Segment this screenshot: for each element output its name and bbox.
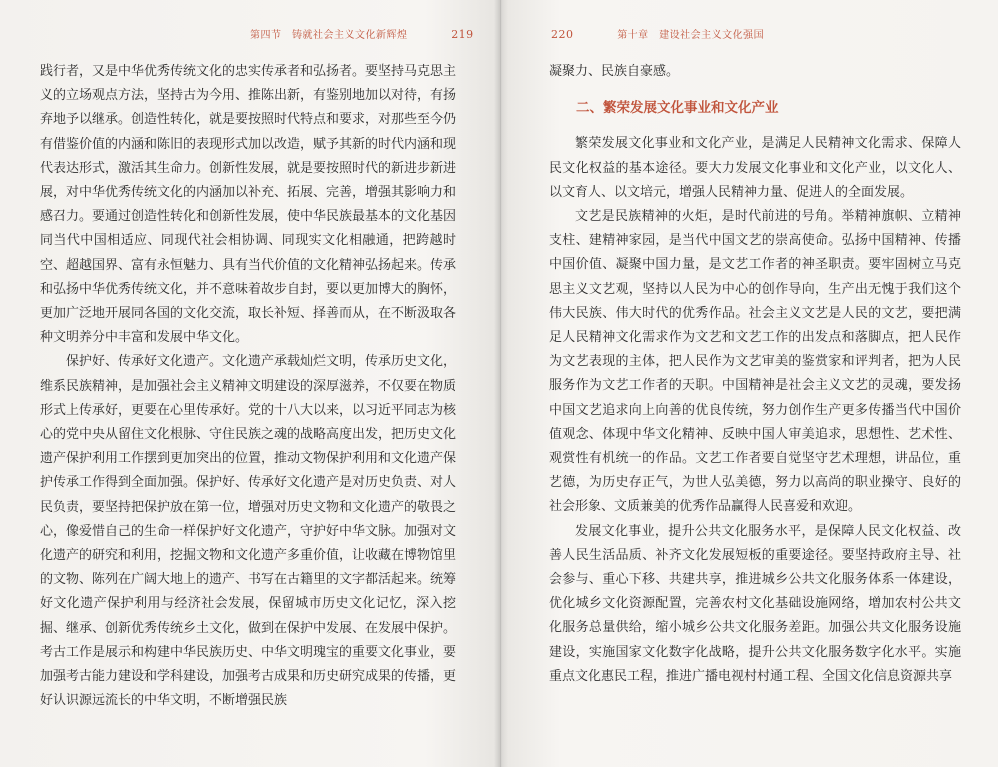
left-page-body	[40, 60, 456, 713]
right-page	[501, 0, 998, 767]
section-heading: 二、繁荣发展文化事业和文化产业	[576, 100, 779, 117]
right-running-head	[551, 26, 764, 41]
right-lead-paragraph: 凝聚力、民族自豪感。	[549, 64, 680, 79]
right-header-section: 第十章 建设社会主义文化强国	[617, 30, 765, 41]
right-paragraph-2: 文艺是民族精神的火炬，是时代前进的号角。举精神旗帜、立精神支柱、建精神家园，是当代中国文艺的崇高使命。弘扬中国精神、传播中国价值、凝聚中国力量，是文艺工作者的神圣职责。要牢固树立马克思主义文艺观，坚持以人民为中心的创作导向，生产出无愧于我们这个伟大民族、伟大时代的优秀作品。社会主义文艺是人民的文艺，要把满足人民精神文化需求作为文艺和文艺工作的出发点和落脚点，把人民作为文艺表现的主体，把人民作为文艺审美的鉴赏家和评判者，把为人民服务作为文艺工作者的天职。中国精神是社会主义文艺的灵魂，要发扬中国文艺追求向上向善的优良传统，努力创作生产更多传播当代中国价值观念、体现中华文化精神、反映中国人审美追求，思想性、艺术性、观赏性有机统一的作品。文艺工作者要自觉坚守艺术理想，讲品位，重艺德，为历史存正气，为世人弘美德，努力以高尚的职业操守、良好的社会形象、文质兼美的优秀作品赢得人民喜爱和欢迎。	[549, 209, 961, 515]
right-page-body	[549, 60, 961, 689]
left-header-section: 第四节 铸就社会主义文化新辉煌	[250, 30, 408, 41]
left-paragraph-1: 践行者，又是中华优秀传统文化的忠实传承者和弘扬者。要坚持马克思主义的立场观点方法，坚持古为今用、推陈出新，有鉴别地加以对待，有扬弃地予以继承。创造性转化，就是要按照时代特点和要求，对那些至今仍有借鉴价值的内涵和陈旧的表现形式加以改造，赋予其新的时代内涵和现代表达形式，激活其生命力。创新性发展，就是要按照时代的新进步新进展，对中华优秀传统文化的内涵加以补充、拓展、完善，增强其影响力和感召力。要通过创造性转化和创新性发展，使中华民族最基本的文化基因同当代中国相适应、同现代社会相协调、同现实文化相融通，把跨越时空、超越国界、富有永恒魅力、具有当代价值的文化精神弘扬起来。传承和弘扬中华优秀传统文化，并不意味着故步自封，要以更加博大的胸怀，更加广泛地开展同各国的文化交流，取长补短、择善而从，在不断汲取各种文明养分中丰富和发展中华文化。	[40, 64, 457, 346]
right-paragraph-1: 繁荣发展文化事业和文化产业，是满足人民精神文化需求、保障人民文化权益的基本途径。要大力发展文化事业和文化产业，以文化人、以文育人、以文培元，增强人民精神力量、促进人的全面发展。	[549, 136, 961, 200]
left-page-number: 219	[451, 28, 474, 41]
right-page-number: 220	[551, 28, 574, 41]
left-paragraph-2: 保护好、传承好文化遗产。文化遗产承载灿烂文明，传承历史文化，维系民族精神，是加强社会主义精神文明建设的深厚滋养，不仅要在物质形式上传承好，更要在心里传承好。党的十八大以来，以习近平同志为核心的党中央从留住文化根脉、守住民族之魂的战略高度出发，把历史文化遗产保护利用工作摆到更加突出的位置，推动文物保护利用和文化遗产保护传承工作得到全面加强。保护好、传承好文化遗产是对历史负责、对人民负责，要坚持把保护放在第一位，增强对历史文物和文化遗产的敬畏之心，像爱惜自己的生命一样保护好文化遗产，守护好中华文脉。加强对文化遗产的研究和利用，挖掘文物和文化遗产多重价值，让收藏在博物馆里的文物、陈列在广阔大地上的遗产、书写在古籍里的文字都活起来。统筹好文化遗产保护利用与经济社会发展，保留城市历史文化记忆，深入挖掘、继承、创新优秀传统乡土文化，做到在保护中发展、在发展中保护。考古工作是展示和构建中华民族历史、中华文明瑰宝的重要文化事业，要加强考古能力建设和学科建设，加强考古成果和历史研究成果的传播，更好认识源远流长的中华文明，不断增强民族	[40, 354, 457, 709]
right-paragraph-3: 发展文化事业，提升公共文化服务水平，是保障人民文化权益、改善人民生活品质、补齐文化发展短板的重要途径。要坚持政府主导、社会参与、重心下移、共建共享，推进城乡公共文化服务体系一体建设，优化城乡文化资源配置，完善农村文化基础设施网络，增加农村公共文化服务总量供给，缩小城乡公共文化服务差距。加强公共文化服务设施建设，实施国家文化数字化战略，提升公共文化服务数字化水平。实施重点文化惠民工程，推进广播电视村村通工程、全国文化信息资源共享	[549, 523, 961, 684]
left-running-head	[250, 26, 474, 41]
